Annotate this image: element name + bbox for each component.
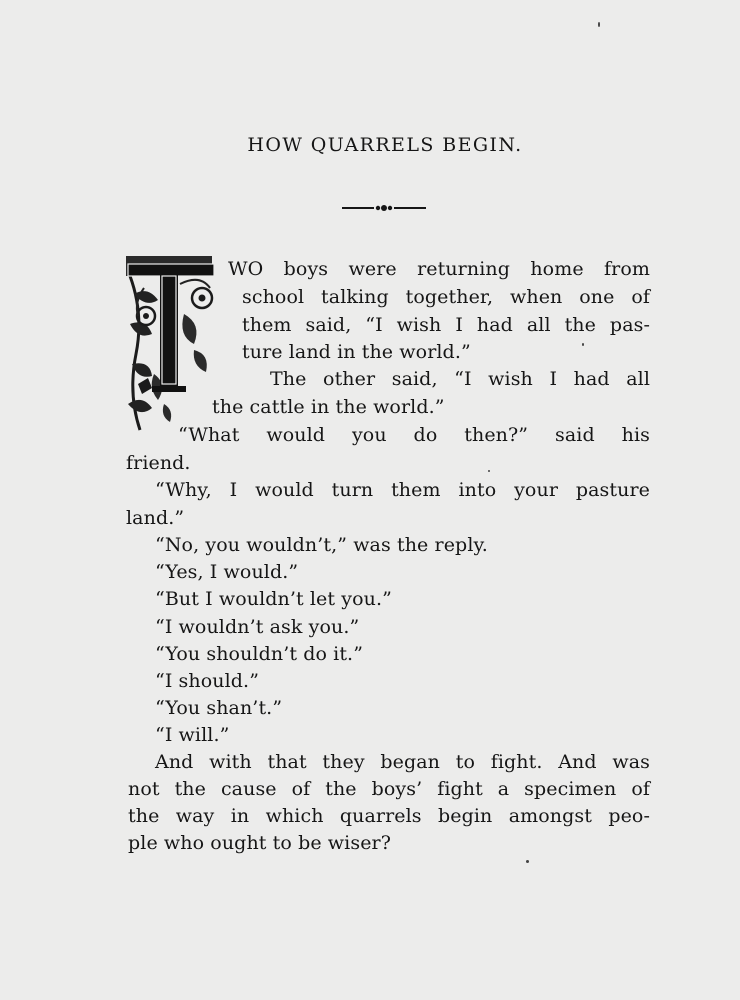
text-line: “I will.” [155, 724, 230, 746]
text-line: WO boys were returning home from [228, 258, 650, 280]
title-ornament [342, 203, 426, 213]
text-line: land.” [126, 507, 185, 529]
text-line: not the cause of the boys’ fight a specimen of [128, 778, 650, 800]
paper-speck [526, 860, 529, 863]
text-line: friend. [126, 452, 191, 474]
text-line: the way in which quarrels begin amongst peo- [128, 805, 650, 827]
text-line: them said, “I wish I had all the pas- [242, 314, 650, 336]
text-line: “You shouldn’t do it.” [155, 643, 364, 665]
text-line: “I should.” [155, 670, 260, 692]
text-line: the cattle in the world.” [212, 396, 445, 418]
page-title: HOW QUARRELS BEGIN. [247, 134, 523, 156]
paper-speck [582, 343, 584, 346]
text-line: And with that they began to fight. And was [155, 751, 650, 773]
text-line: “You shan’t.” [155, 697, 283, 719]
text-line: “What would you do then?” said his [178, 424, 650, 446]
decorated-initial-t [124, 254, 220, 432]
text-line: ple who ought to be wiser? [128, 832, 392, 854]
paper-speck [488, 470, 490, 472]
text-line: “No, you wouldn’t,” was the reply. [155, 534, 488, 556]
text-line: “Yes, I would.” [155, 561, 299, 583]
text-line: “Why, I would turn them into your pasture [155, 479, 650, 501]
text-line: “But I wouldn’t let you.” [155, 588, 392, 610]
paper-speck [598, 22, 600, 27]
text-line: The other said, “I wish I had all [270, 368, 650, 390]
text-line: school talking together, when one of [242, 286, 650, 308]
text-line: ture land in the world.” [242, 341, 471, 363]
text-line: “I wouldn’t ask you.” [155, 616, 360, 638]
